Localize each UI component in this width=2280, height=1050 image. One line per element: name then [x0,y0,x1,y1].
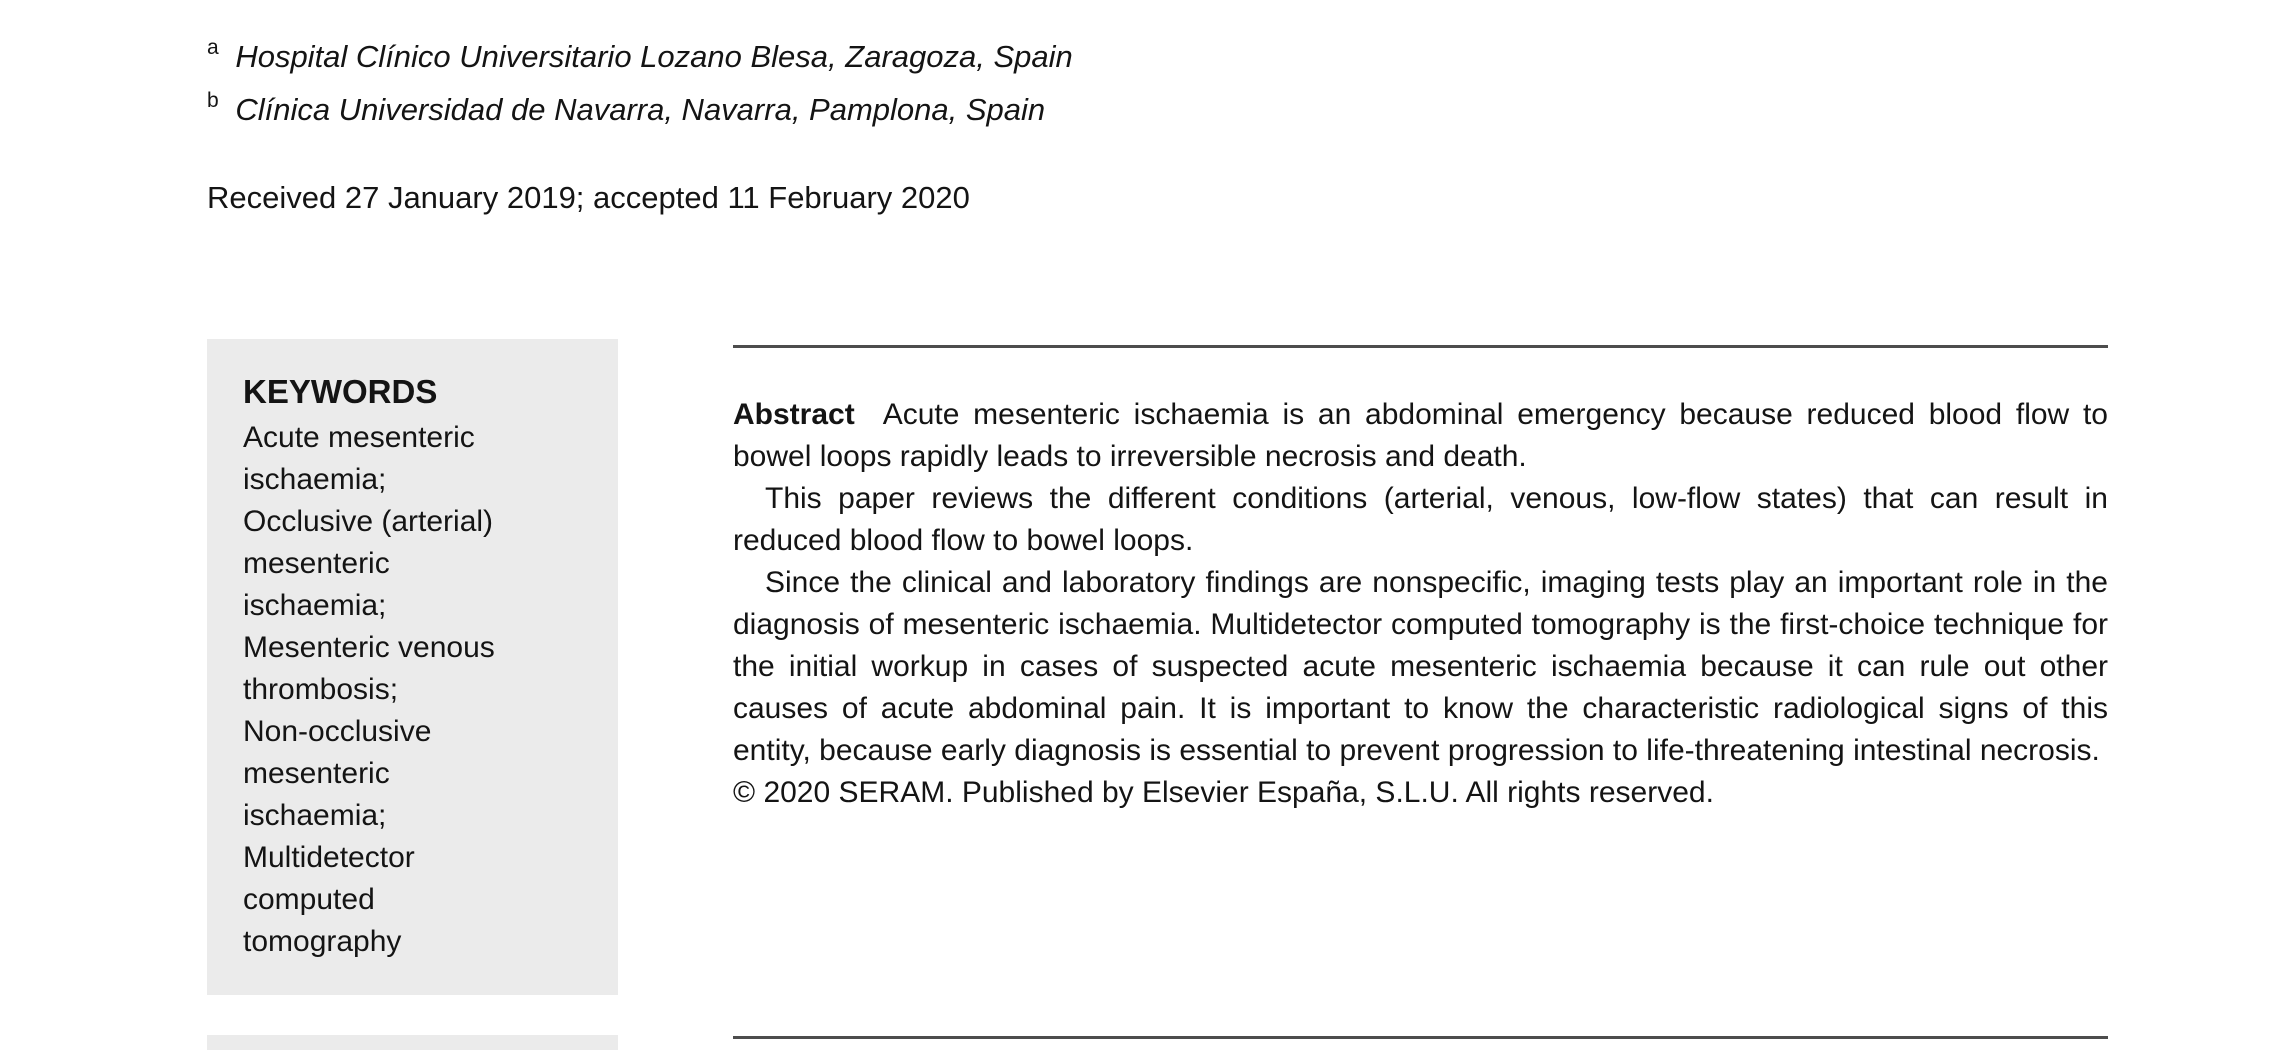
abstract-section [733,345,2108,814]
copyright-line: © 2020 SERAM. Published by Elsevier España, S.L.U. All rights reserved. [733,776,1714,809]
abstract-paragraph-2: This paper reviews the different conditions (arterial, venous, low-flow states) that can result in reduced blood flow to bowel loops. [733,482,2108,557]
next-keywords-box-partial [207,1035,618,1050]
keyword-item: Multidetector computed tomography [243,841,415,958]
affiliation-a-superscript: a [207,36,219,59]
keyword-item: Mesenteric venous thrombosis; [243,631,495,706]
affiliations-block [207,26,1073,132]
abstract-body [733,394,2108,814]
affiliation-b [207,79,1073,132]
affiliation-b-text: Clínica Universidad de Navarra, Navarra, Pamplona, Spain [235,92,1046,127]
keywords-list [243,417,515,963]
abstract-top-rule [733,345,2108,348]
abstract-label: Abstract [733,398,855,431]
abstract-paragraph-3: Since the clinical and laboratory findings are nonspecific, imaging tests play an important role in the diagnosis of mesenteric ischaemia. Multidetector computed tomography is the first-choice technique for the initial workup in cases of suspected acute mesenteric ischaemia because it can rule out other causes of acute abdominal pain. It is important to know the characteristic radiological signs of this entity, because early diagnosis is essential to prevent progression to life-threatening intestinal necrosis. [733,566,2108,767]
abstract-paragraph-1-text: Acute mesenteric ischaemia is an abdominal emergency because reduced blood flow to bowel loops rapidly leads to irreversible necrosis and death. [733,398,2108,473]
affiliation-a [207,26,1073,79]
keyword-item: Acute mesenteric ischaemia; [243,421,475,496]
received-accepted-dates: Received 27 January 2019; accepted 11 February 2020 [207,180,970,215]
abstract-paragraph-1 [733,394,2108,478]
keyword-item: Non-occlusive mesenteric ischaemia; [243,715,432,832]
affiliation-b-superscript: b [207,89,219,112]
affiliation-a-text: Hospital Clínico Universitario Lozano Blesa, Zaragoza, Spain [235,39,1073,74]
keyword-item: Occlusive (arterial) mesenteric ischaemia; [243,505,494,622]
keywords-box [207,339,618,995]
keywords-heading: KEYWORDS [243,373,438,410]
section-bottom-rule [733,1036,2108,1039]
